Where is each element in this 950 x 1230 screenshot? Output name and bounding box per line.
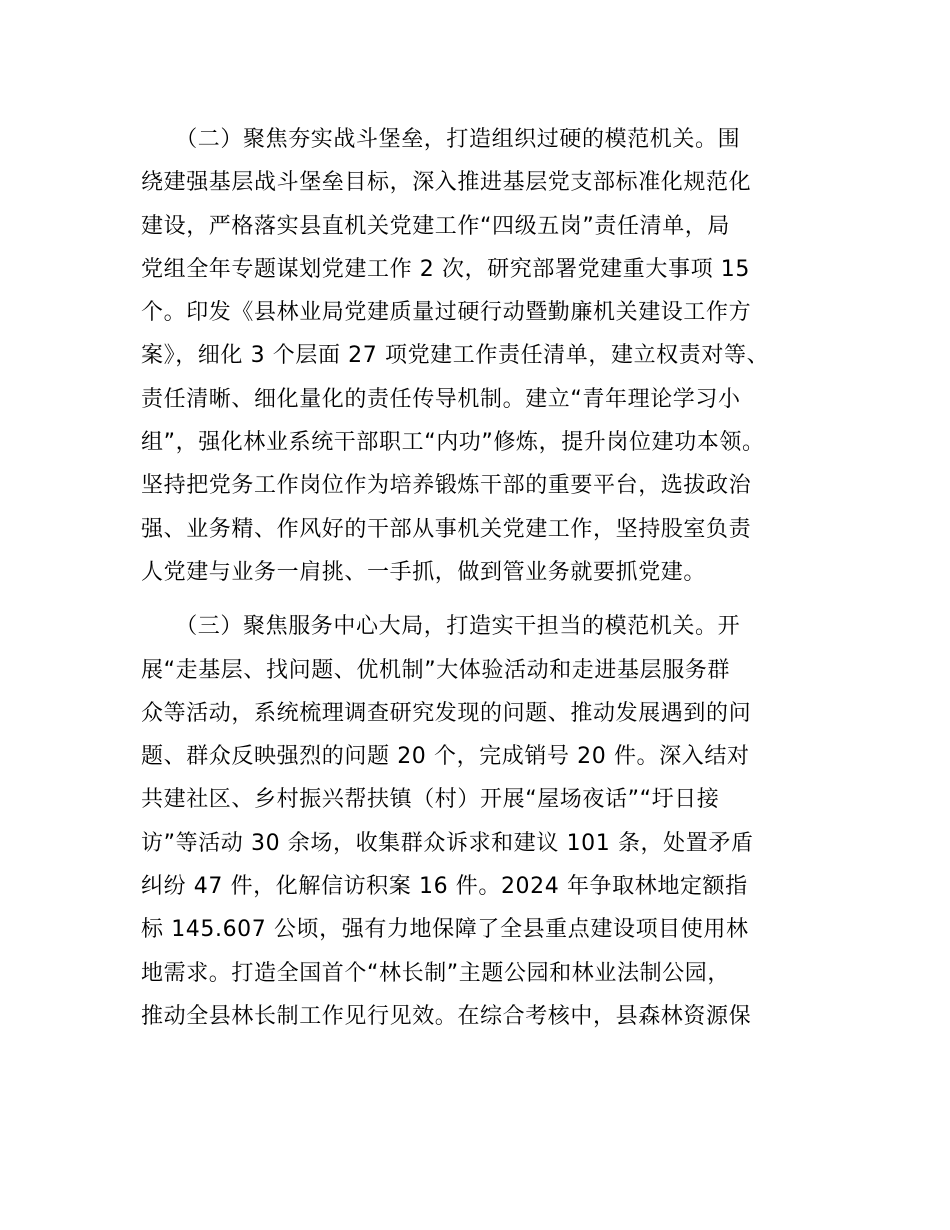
text-line: 强、业务精、作风好的干部从事机关党建工作，坚持股室负责 [141,516,752,542]
text-line: （二）聚焦夯实战斗堡垒，打造组织过硬的模范机关。围 [141,127,741,152]
text-line: 党组全年专题谋划党建工作 2 次，研究部署党建重大事项 15 [141,256,750,282]
text-line: 共建社区、乡村振兴帮扶镇（村）开展“屋场夜话”“圩日接 [141,787,720,813]
text-line: 展“走基层、找问题、优机制”大体验活动和走进基层服务群 [141,657,730,683]
paragraph-service [141,605,817,1038]
document-body [141,118,817,1038]
text-line: 绕建强基层战斗堡垒目标，深入推进基层党支部标准化规范化 [141,170,752,196]
text-line: 推动全县林长制工作见行见效。在综合考核中，县森林资源保 [141,1003,752,1029]
paragraph-organization [141,118,817,594]
text-line: 访”等活动 30 余场，收集群众诉求和建议 101 条，处置矛盾 [141,830,754,856]
paragraph-spacer [141,594,817,605]
text-line: 组”，强化林业系统干部职工“内功”修炼，提升岗位建功本领。 [141,430,765,456]
text-line: 题、群众反映强烈的问题 20 个，完成销号 20 件。深入结对 [141,744,750,770]
text-line: 众等活动，系统梳理调查研究发现的问题、推动发展遇到的问 [141,700,752,726]
text-line: 个。印发《县林业局党建质量过硬行动暨勤廉机关建设工作方 [141,300,752,326]
text-line: 案》，细化 3 个层面 27 项党建工作责任清单，建立权责对等、 [141,343,770,369]
text-line: 纠纷 47 件，化解信访积案 16 件。2024 年争取林地定额指 [141,874,748,900]
text-line: 坚持把党务工作岗位作为培养锻炼干部的重要平台，选拔政治 [141,473,752,499]
text-line: 标 145.607 公顷，强有力地保障了全县重点建设项目使用林 [141,917,749,943]
text-line: 人党建与业务一肩挑、一手抓，做到管业务就要抓党建。 [141,559,707,585]
text-line: 责任清晰、细化量化的责任传导机制。建立“青年理论学习小 [141,386,741,412]
text-line: 建设，严格落实县直机关党建工作“四级五岗”责任清单，局 [141,213,730,239]
text-line: 地需求。打造全国首个“林长制”主题公园和林业法制公园， [141,960,730,986]
text-line: （三）聚焦服务中心大局，打造实干担当的模范机关。开 [141,614,741,640]
